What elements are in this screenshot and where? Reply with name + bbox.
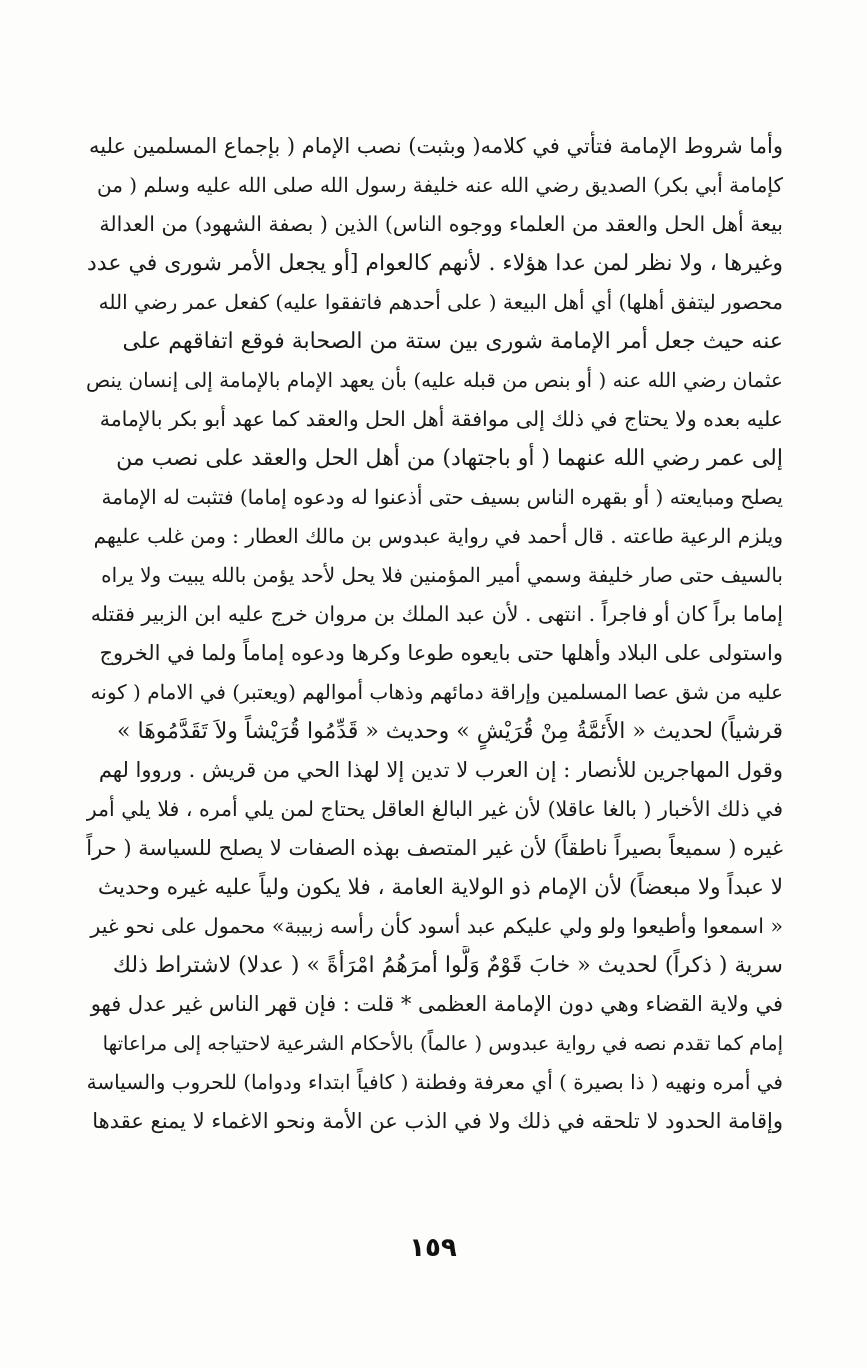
text-line: وقول المهاجرين للأنصار : إن العرب لا تدين إلا لهذا الحي من قريش . ورووا لهم <box>98 758 783 782</box>
text-line: وغيرها ، ولا نظر لمن عدا هؤلاء . لأنهم كالعوام [أو يجعل الأمر شورى في عدد <box>86 251 783 276</box>
text-line: عنه حيث جعل أمر الإمامة شورى بين ستة من الصحابة فوقع اتفاقهم على <box>122 329 783 354</box>
text-line: سرية ( ذكراً) لحديث « خابَ قَوْمٌ وَلَّوا أمرَهُمُ امْرَأةً » ( عدلا) لاشتراط ذلك <box>112 953 783 978</box>
text-line: في ولاية القضاء وهي دون الإمامة العظمى * قلت : فإن قهر الناس غير عدل فهو <box>90 992 783 1016</box>
text-line: وأما شروط الإمامة فتأتي في كلامه( وبثبت) نصب الإمام ( بإجماع المسلمين عليه <box>88 134 783 158</box>
text-line: غيره ( سميعاً بصيراً ناطقاً) لأن غير المتصف بهذه الصفات لا يصلح للسياسة ( حراً <box>86 836 783 860</box>
text-line: عليه من شق عصا المسلمين وإراقة دمائهم وذهاب أموالهم (ويعتبر) في الامام ( كونه <box>90 680 783 704</box>
text-line: واستولى على البلاد وأهلها حتى بايعوه طوعا وكرها ودعوه إماماً ولما في الخروج <box>99 641 783 665</box>
text-line: قرشياً) لحديث « الأَئمَّةُ مِنْ قُرَيْشٍ » وحديث « قَدِّمُوا قُرَيْشاً ولاَ تَقَدَّمُوهَا » <box>117 719 783 744</box>
text-line: بالسيف حتى صار خليفة وسمي أمير المؤمنين فلا يحل لأحد يؤمن بالله يبيت ولا يراه <box>101 563 783 587</box>
text-line: كإمامة أبي بكر) الصديق رضي الله عنه خليفة رسول الله صلى الله عليه وسلم ( من <box>97 173 783 197</box>
page-number: ١٥٩ <box>409 1233 457 1263</box>
text-line: إمام كما تقدم نصه في رواية عبدوس ( عالماً) بالأحكام الشرعية لاحتياجه إلى مراعاتها <box>102 1032 783 1055</box>
text-line: عثمان رضي الله عنه ( أو بنص من قبله عليه) بأن يعهد الإمام بالإمامة إلى إنسان ينص <box>86 368 783 392</box>
text-line: ويلزم الرعية طاعته . قال أحمد في رواية عبدوس بن مالك العطار : ومن غلب عليهم <box>93 524 783 548</box>
text-line: عليه بعده ولا يحتاج في ذلك إلى موافقة أهل الحل والعقد كما عهد أبو بكر بالإمامة <box>99 407 783 431</box>
body-text <box>86 127 783 1141</box>
text-line: إلى عمر رضي الله عنهما ( أو باجتهاد) من أهل الحل والعقد على نصب من <box>116 446 783 471</box>
text-line: لا عبداً ولا مبعضاً) لأن الإمام ذو الولاية العامة ، فلا يكون ولياً عليه غيره وحديث <box>97 875 783 900</box>
text-line: إماما براً كان أو فاجراً . انتهى . لأن عبد الملك بن مروان خرج عليه ابن الزبير فقتله <box>90 602 783 626</box>
text-line: « اسمعوا وأطيعوا ولو ولي عليكم عبد أسود كأن رأسه زبيبة» محمول على نحو غير <box>90 914 783 938</box>
text-line: في ذلك الأخبار ( بالغا عاقلا) لأن غير البالغ العاقل يحتاج لمن يلي أمره ، فلا يلي أمر <box>86 797 783 821</box>
text-line: وإقامة الحدود لا تلحقه في ذلك ولا في الذب عن الأمة ونحو الاغماء لا يمنع عقدها <box>92 1109 783 1133</box>
text-line: يصلح ومبايعته ( أو بقهره الناس بسيف حتى أذعنوا له ودعوه إماما) فتثبت له الإمامة <box>101 485 783 509</box>
text-line: بيعة أهل الحل والعقد من العلماء ووجوه الناس) الذين ( بصفة الشهود) من العدالة <box>99 212 783 236</box>
text-line: محصور ليتفق أهلها) أي أهل البيعة ( على أحدهم فاتفقوا عليه) كفعل عمر رضي الله <box>98 290 783 314</box>
text-line: في أمره ونهيه ( ذا بصيرة ) أي معرفة وفطنة ( كافياً ابتداء ودواما) للحروب والسياسة <box>86 1070 783 1094</box>
